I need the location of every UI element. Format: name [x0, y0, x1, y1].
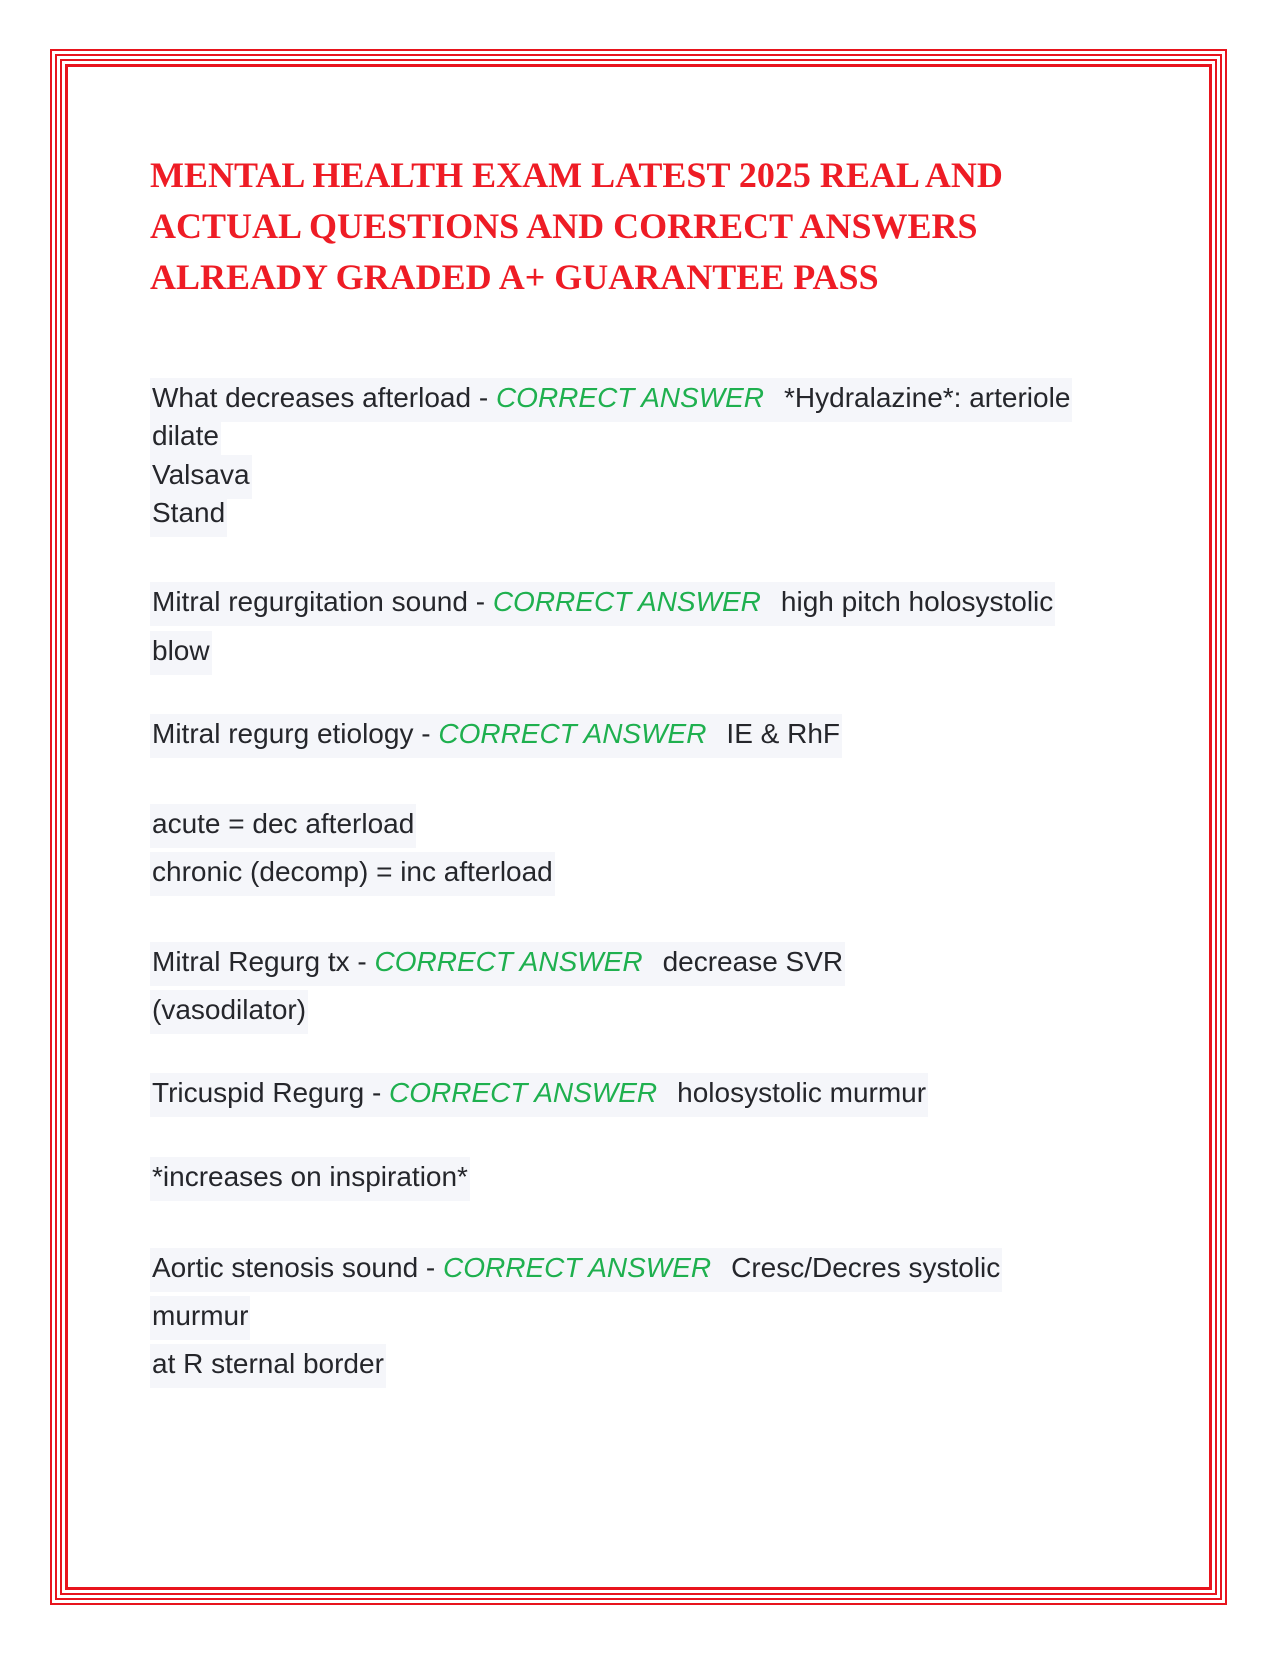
title-line-2: ACTUAL QUESTIONS AND CORRECT ANSWERS [150, 206, 978, 246]
qa-item-question [150, 714, 842, 758]
answer-text: *Hydralazine*: arteriole [784, 382, 1071, 413]
title-line-3: ALREADY GRADED A+ GUARANTEE PASS [150, 257, 879, 297]
question-text: Mitral regurg etiology - [152, 718, 439, 749]
answer-text: IE & RhF [726, 718, 841, 749]
answer-line: *increases on inspiration* [150, 1157, 470, 1201]
qa-item-question [150, 1073, 928, 1117]
question-text: What decreases afterload - [152, 382, 496, 413]
correct-answer-tag: CORRECT ANSWER [438, 718, 707, 749]
correct-answer-tag: CORRECT ANSWER [389, 1077, 658, 1108]
answer-line: murmur [150, 1296, 250, 1340]
qa-item-question [150, 378, 1072, 422]
qa-item-question [150, 582, 1055, 626]
question-text: Aortic stenosis sound - [152, 1252, 444, 1283]
answer-line: Valsava [150, 455, 252, 499]
answer-line: chronic (decomp) = inc afterload [150, 852, 555, 896]
answer-text: Cresc/Decres systolic [731, 1252, 1001, 1283]
question-text: Tricuspid Regurg - [152, 1077, 390, 1108]
question-text: Mitral Regurg tx - [152, 946, 375, 977]
correct-answer-tag: CORRECT ANSWER [443, 1252, 712, 1283]
answer-line: acute = dec afterload [150, 804, 416, 848]
answer-text: high pitch holosystolic [780, 586, 1054, 617]
correct-answer-tag: CORRECT ANSWER [495, 382, 765, 413]
title-line-1: MENTAL HEALTH EXAM LATEST 2025 REAL AND [150, 155, 1003, 195]
correct-answer-tag: CORRECT ANSWER [374, 946, 643, 977]
answer-line: blow [150, 631, 212, 675]
qa-item-question [150, 1248, 1002, 1292]
answer-text: holosystolic murmur [677, 1077, 927, 1108]
document-title [150, 150, 1070, 303]
question-text: Mitral regurgitation sound - [152, 586, 493, 617]
answer-line: (vasodilator) [150, 990, 308, 1034]
answer-line: dilate [150, 416, 221, 460]
correct-answer-tag: CORRECT ANSWER [492, 586, 761, 617]
qa-item-question [150, 942, 845, 986]
answer-line: Stand [150, 493, 227, 537]
answer-line: at R sternal border [150, 1344, 386, 1388]
answer-text: decrease SVR [662, 946, 844, 977]
